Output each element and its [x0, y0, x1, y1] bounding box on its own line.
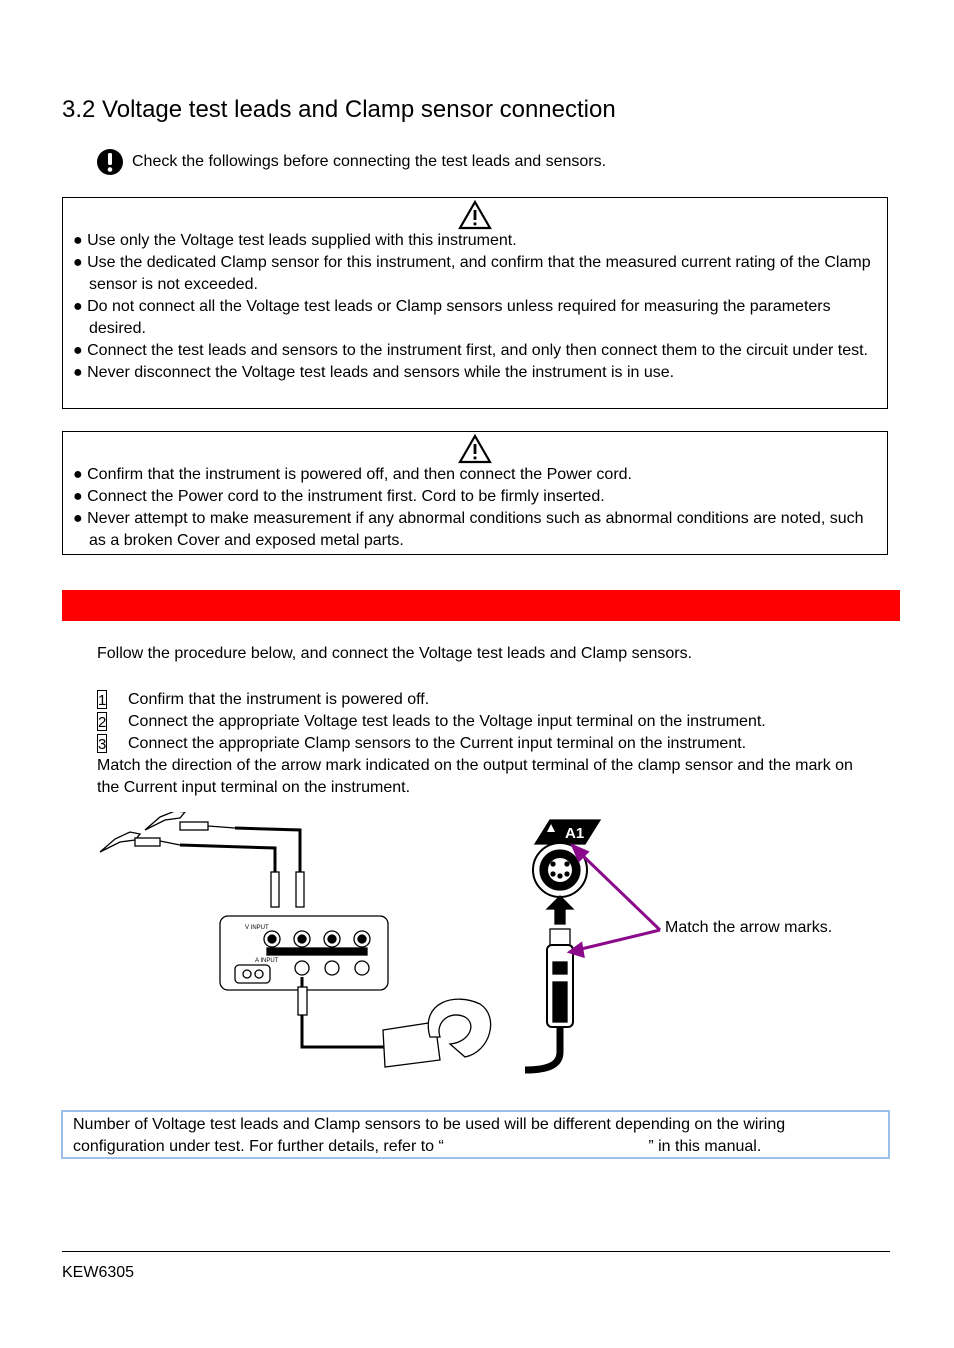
terminal-detail: [525, 820, 600, 1070]
intro-text: Follow the procedure below, and connect the Voltage test leads and Clamp sensors.: [97, 645, 693, 662]
caution-note-text: Check the followings before connecting the test leads and sensors.: [132, 153, 607, 170]
warning-triangle-icon: [458, 200, 492, 230]
danger-item: ● Connect the test leads and sensors to the instrument first, and only then connect them to the circuit under test.: [73, 342, 868, 359]
step-text: Confirm that the instrument is powered off.: [128, 691, 430, 708]
danger-item: ● Use the dedicated Clamp sensor for this instrument, and confirm that the measured current rating of the Clamp sensor is not exceeded.: [73, 254, 871, 293]
step-text: Connect the appropriate Voltage test leads to the Voltage input terminal on the instrument.: [128, 713, 766, 730]
procedure-steps: [97, 689, 877, 799]
danger-item: ● Never disconnect the Voltage test leads and sensors while the instrument is in use.: [73, 364, 675, 381]
warning-item: ● Confirm that the instrument is powered off, and then connect the Power cord.: [73, 466, 632, 483]
section-title: 3.2 Voltage test leads and Clamp sensor connection: [62, 96, 616, 123]
step-3-continuation: Match the direction of the arrow mark indicated on the output terminal of the clamp sensor and the mark on the Current input terminal on the instrument.: [97, 757, 853, 796]
callout-text: Match the arrow marks.: [665, 919, 833, 936]
connection-diagram: [95, 812, 895, 1082]
danger-item: ● Use only the Voltage test leads supplied with this instrument.: [73, 232, 517, 249]
danger-box: [62, 197, 888, 409]
svg-text:A INPUT: A INPUT: [255, 958, 279, 964]
info-note-box: [61, 1110, 890, 1159]
warning-box: [62, 431, 888, 555]
step-3: [97, 733, 877, 755]
svg-text:V INPUT: V INPUT: [245, 925, 269, 931]
warning-item: ● Never attempt to make measurement if any abnormal conditions such as abnormal conditions are noted, such as a broken Cover and exposed metal parts.: [73, 510, 864, 549]
warning-triangle-icon: [458, 434, 492, 464]
svg-text:A1: A1: [565, 825, 585, 842]
info-note-text: Number of Voltage test leads and Clamp sensors to be used will be different depending on the wiring configuration under test. For further details, refer to “ ” in this manual.: [73, 1116, 790, 1155]
step-1: [97, 689, 877, 711]
footer-divider: [62, 1251, 890, 1252]
section-header-bar: [62, 590, 900, 621]
instrument-panel: [220, 916, 388, 990]
warning-item: ● Connect the Power cord to the instrument first. Cord to be firmly inserted.: [73, 488, 605, 505]
voltage-test-leads: [100, 812, 304, 907]
caution-note: [96, 148, 606, 176]
caution-icon: [96, 148, 124, 176]
step-number: 1: [98, 692, 107, 709]
step-2: [97, 711, 877, 733]
step-text: Connect the appropriate Clamp sensors to the Current input terminal on the instrument.: [128, 735, 747, 752]
danger-item: ● Do not connect all the Voltage test leads or Clamp sensors unless required for measuring the parameters desired.: [73, 298, 831, 337]
step-number: 3: [98, 736, 107, 753]
step-number: 2: [98, 714, 107, 731]
footer-model: KEW6305: [62, 1264, 135, 1281]
